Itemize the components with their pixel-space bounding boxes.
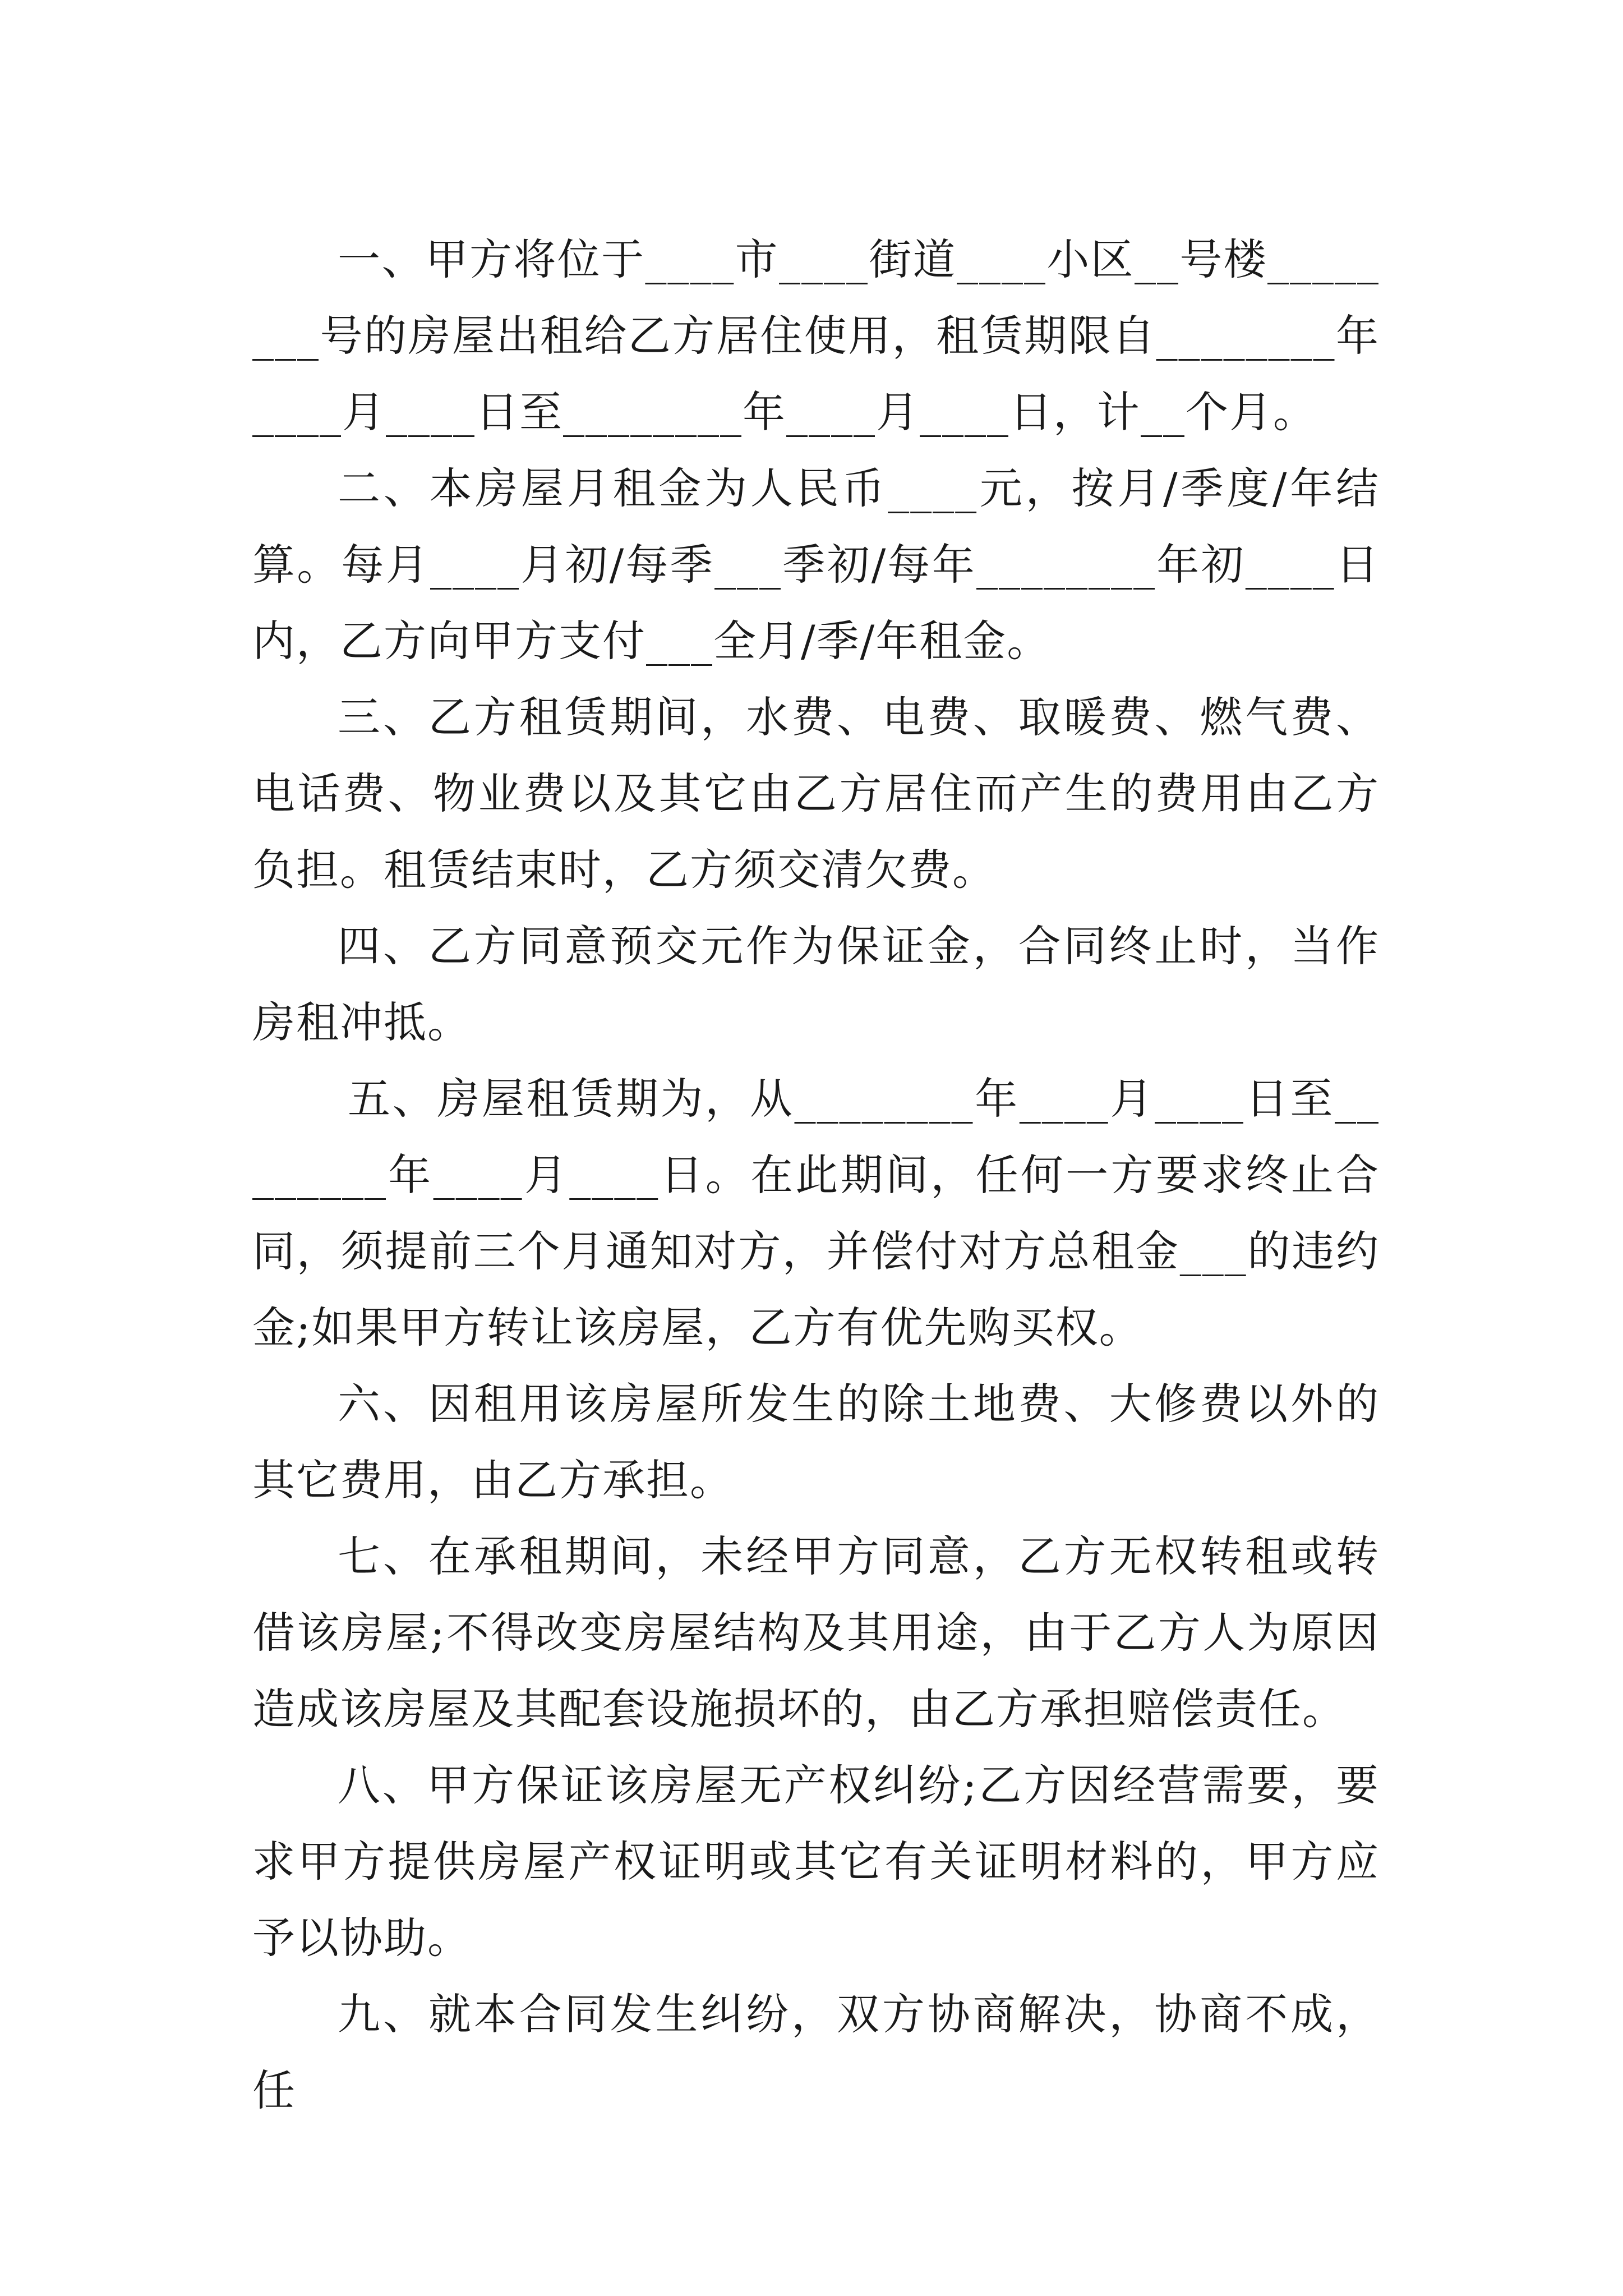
- clause-4: 四、乙方同意预交元作为保证金，合同终止时，当作房租冲抵。: [252, 921, 1380, 1047]
- clause-1: 一、甲方将位于____市____街道____小区__号楼________号的房屋出租给乙方居住使用，租赁期限自________年____月____日至________年____月____日，计__个月。: [252, 234, 1380, 437]
- contract-body: [252, 222, 1380, 2129]
- clause-6: 六、因租用该房屋所发生的除土地费、大修费以外的其它费用，由乙方承担。: [252, 1379, 1380, 1505]
- clause-5: 五、房屋租赁期为，从________年____月____日至________年____月____日。在此期间，任何一方要求终止合同，须提前三个月通知对方，并偿付对方总租金___的违约金;如果甲方转让该房屋，乙方有优先购买权。: [252, 1074, 1380, 1352]
- clause-9: 九、就本合同发生纠纷，双方协商解决，协商不成，任: [252, 1989, 1380, 2115]
- clause-7: 七、在承租期间，未经甲方同意，乙方无权转租或转借该房屋;不得改变房屋结构及其用途，由于乙方人为原因造成该房屋及其配套设施损坏的，由乙方承担赔偿责任。: [252, 1531, 1380, 1734]
- clause-8: 八、甲方保证该房屋无产权纠纷;乙方因经营需要，要求甲方提供房屋产权证明或其它有关证明材料的，甲方应予以协助。: [252, 1760, 1380, 1963]
- clause-3: 三、乙方租赁期间，水费、电费、取暖费、燃气费、电话费、物业费以及其它由乙方居住而产生的费用由乙方负担。租赁结束时，乙方须交清欠费。: [252, 692, 1380, 895]
- clause-2: 二、本房屋月租金为人民币____元，按月/季度/年结算。每月____月初/每季___季初/每年________年初____日内，乙方向甲方支付___全月/季/年租金。: [252, 463, 1380, 666]
